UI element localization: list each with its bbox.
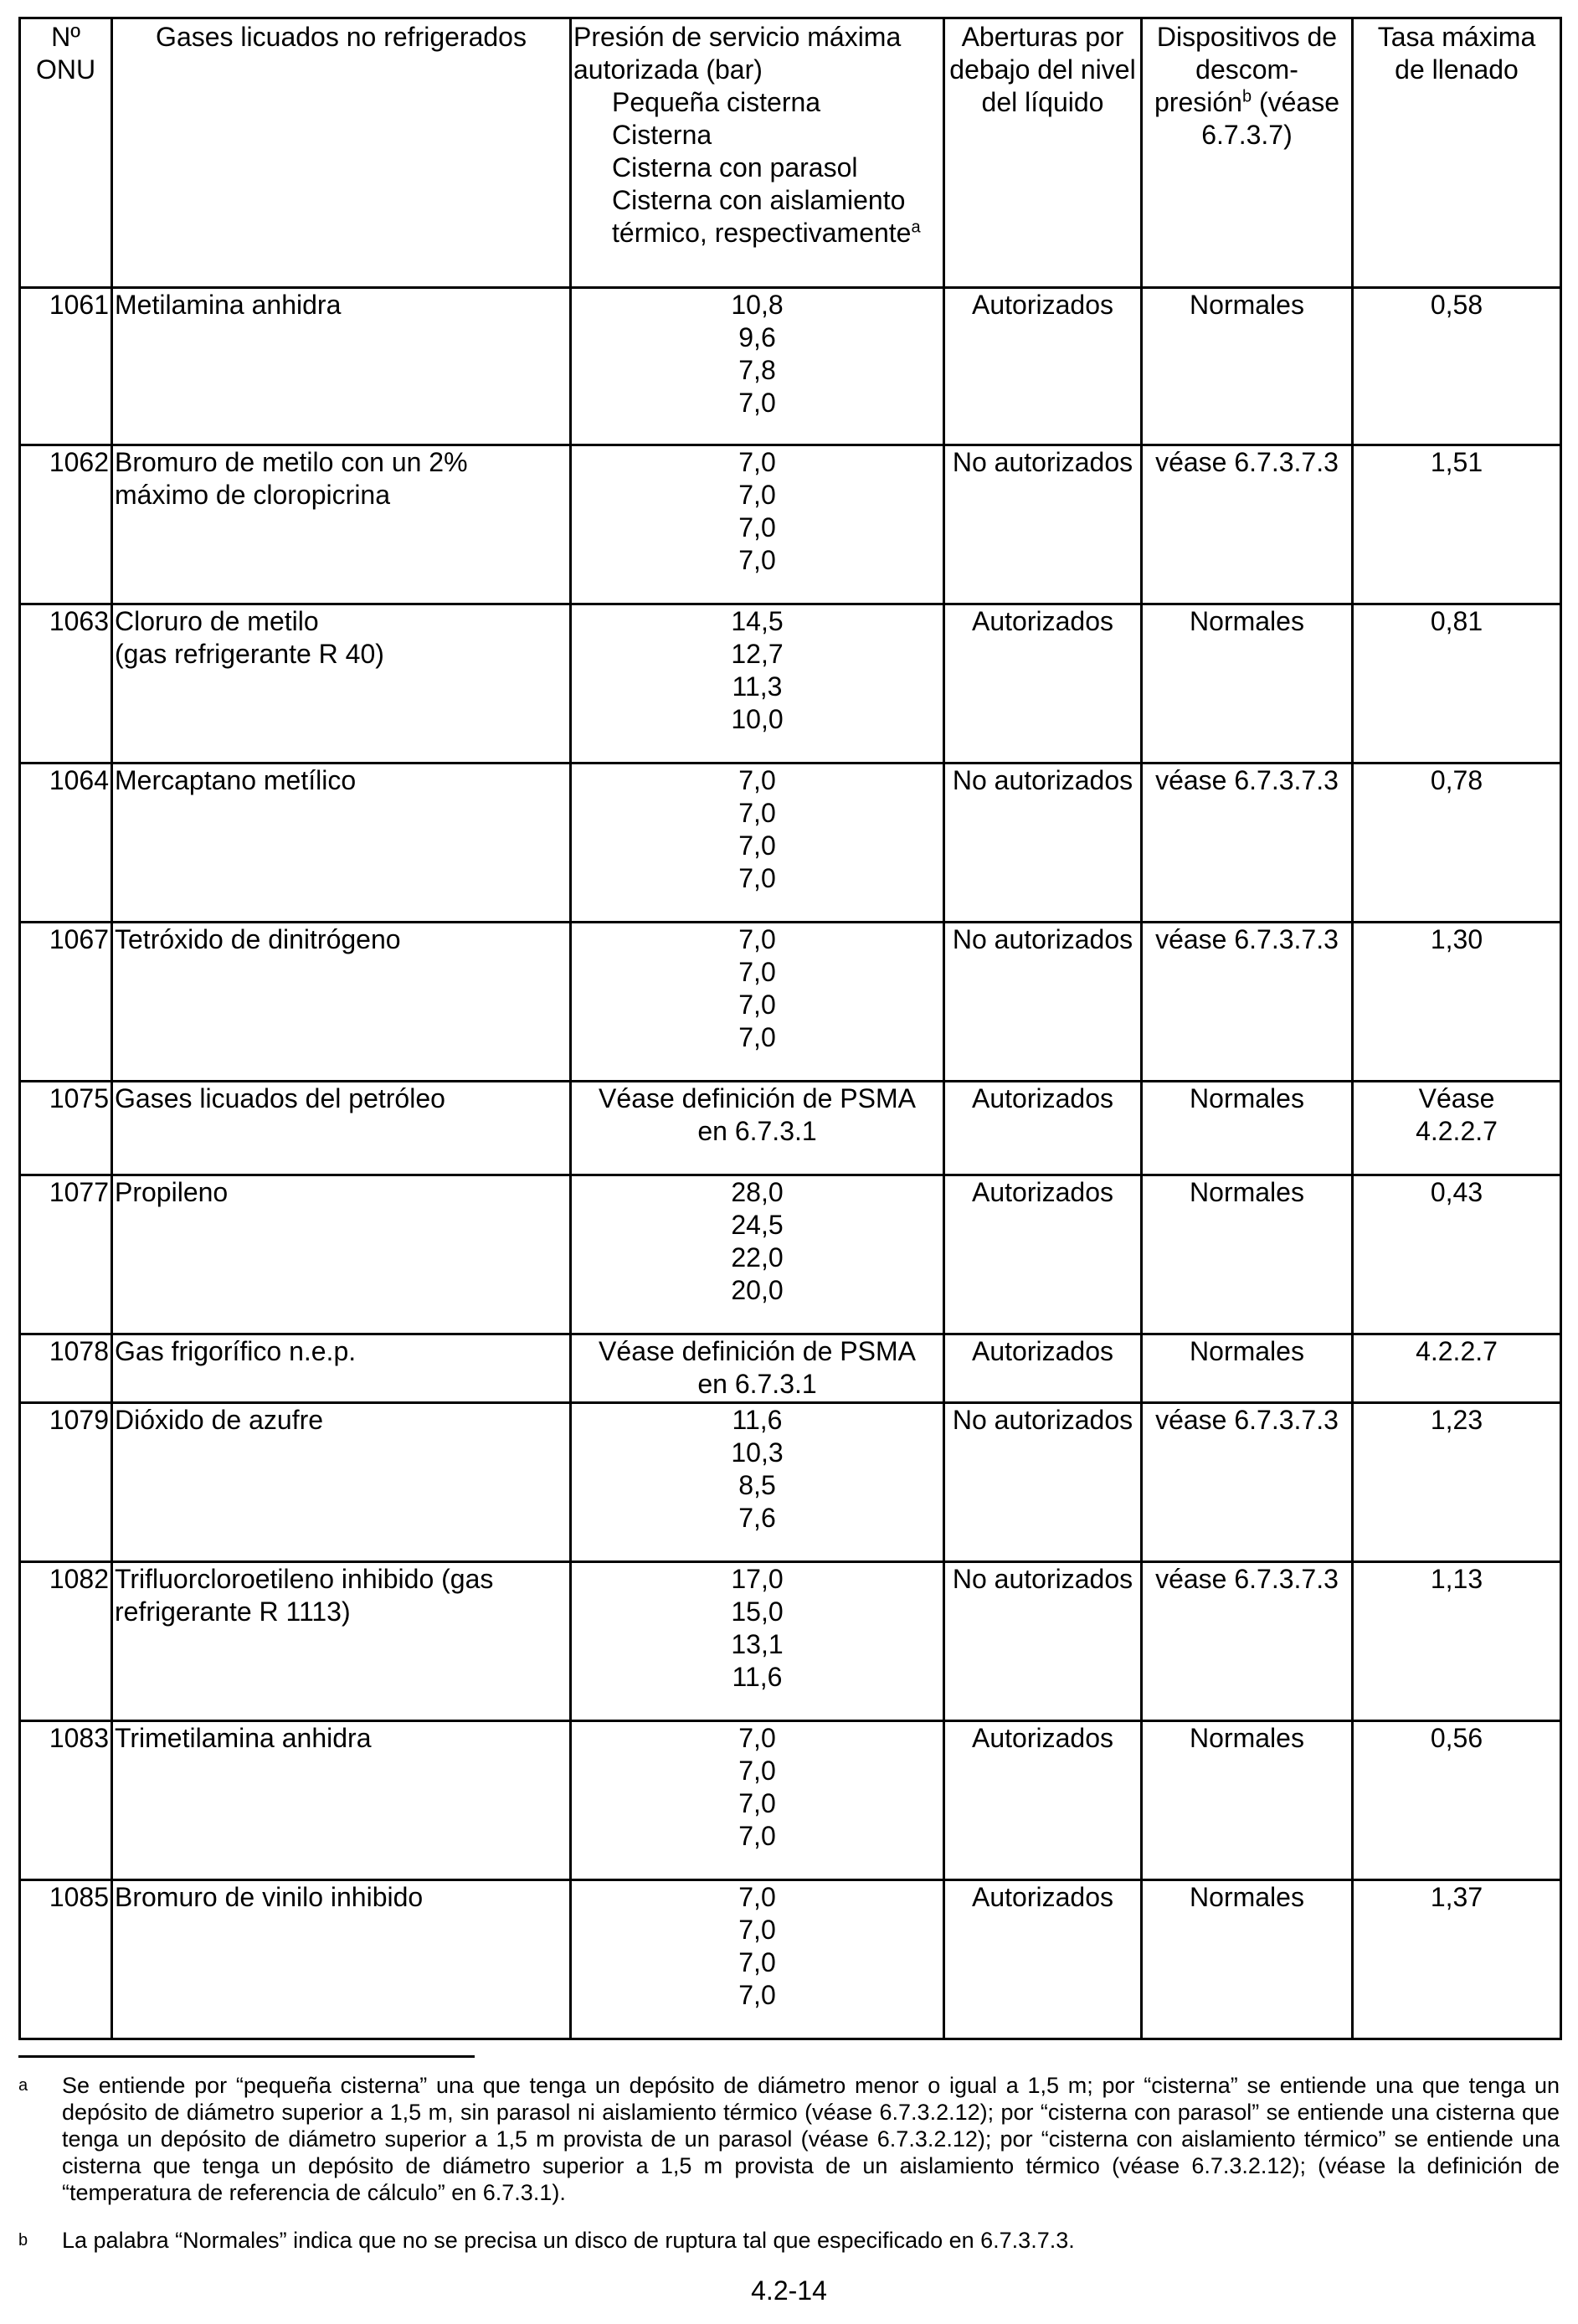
header-relief-devices bbox=[1142, 18, 1353, 288]
fill-ratio-cell: 0,43 bbox=[1353, 1175, 1561, 1334]
openings-cell: Autorizados bbox=[944, 1082, 1142, 1175]
gas-name-cell: Propileno bbox=[112, 1175, 571, 1334]
gas-name-cell: Tetróxido de dinitrógeno bbox=[112, 923, 571, 1082]
relief-device-cell: véase 6.7.3.7.3 bbox=[1142, 923, 1353, 1082]
un-no-cell: 1067 bbox=[20, 923, 112, 1082]
pressure-cell: 14,5 12,7 11,3 10,0 bbox=[571, 604, 944, 764]
pressure-cell: 7,0 7,0 7,0 7,0 bbox=[571, 1721, 944, 1880]
openings-cell: No autorizados bbox=[944, 1562, 1142, 1721]
table-row bbox=[20, 1175, 1561, 1334]
gas-name-cell: Bromuro de metilo con un 2% máximo de cloropicrina bbox=[112, 445, 571, 604]
header-pressure-insulated-text: Cisterna con aislamiento térmico, respectivamente bbox=[612, 185, 912, 248]
footnote-ref-b: b bbox=[1241, 87, 1252, 106]
openings-cell: No autorizados bbox=[944, 445, 1142, 604]
gas-name-cell: Trimetilamina anhidra bbox=[112, 1721, 571, 1880]
footnote-separator bbox=[18, 2055, 475, 2058]
footnote-text: La palabra “Normales” indica que no se precisa un disco de ruptura tal que especificado en 6.7.3.7.3. bbox=[62, 2228, 1075, 2253]
relief-device-cell: Normales bbox=[1142, 1082, 1353, 1175]
openings-cell: Autorizados bbox=[944, 1880, 1142, 2039]
openings-cell: Autorizados bbox=[944, 1721, 1142, 1880]
fill-ratio-cell: 0,81 bbox=[1353, 604, 1561, 764]
table-row bbox=[20, 288, 1561, 445]
footnote-mark: a bbox=[18, 2076, 28, 2095]
fill-ratio-cell: 0,78 bbox=[1353, 764, 1561, 923]
gas-name-cell: Gas frigorífico n.e.p. bbox=[112, 1334, 571, 1403]
un-no-cell: 1061 bbox=[20, 288, 112, 445]
relief-device-cell: véase 6.7.3.7.3 bbox=[1142, 764, 1353, 923]
table-row bbox=[20, 445, 1561, 604]
header-openings: Aberturas por debajo del nivel del líquido bbox=[944, 18, 1142, 288]
openings-cell: Autorizados bbox=[944, 604, 1142, 764]
fill-ratio-cell: 0,58 bbox=[1353, 288, 1561, 445]
openings-cell: Autorizados bbox=[944, 288, 1142, 445]
fill-ratio-cell: Véase 4.2.2.7 bbox=[1353, 1082, 1561, 1175]
pressure-cell: 10,8 9,6 7,8 7,0 bbox=[571, 288, 944, 445]
page-number: 4.2-14 bbox=[751, 2275, 827, 2306]
gas-name-cell: Cloruro de metilo (gas refrigerante R 40) bbox=[112, 604, 571, 764]
footnote-a bbox=[18, 2072, 1560, 2206]
fill-ratio-cell: 1,30 bbox=[1353, 923, 1561, 1082]
pressure-cell: 7,0 7,0 7,0 7,0 bbox=[571, 1880, 944, 2039]
pressure-cell: 17,0 15,0 13,1 11,6 bbox=[571, 1562, 944, 1721]
pressure-cell: 28,0 24,5 22,0 20,0 bbox=[571, 1175, 944, 1334]
un-no-cell: 1078 bbox=[20, 1334, 112, 1403]
gas-name-cell: Dióxido de azufre bbox=[112, 1403, 571, 1562]
relief-device-cell: Normales bbox=[1142, 1175, 1353, 1334]
un-no-cell: 1075 bbox=[20, 1082, 112, 1175]
fill-ratio-cell: 1,37 bbox=[1353, 1880, 1561, 2039]
un-no-cell: 1064 bbox=[20, 764, 112, 923]
gas-name-cell: Bromuro de vinilo inhibido bbox=[112, 1880, 571, 2039]
gas-name-cell: Trifluorcloroetileno inhibido (gas refrigerante R 1113) bbox=[112, 1562, 571, 1721]
header-gas-name: Gases licuados no refrigerados bbox=[112, 18, 571, 288]
relief-device-cell: Normales bbox=[1142, 288, 1353, 445]
pressure-cell: Véase definición de PSMA en 6.7.3.1 bbox=[571, 1334, 944, 1403]
un-no-cell: 1082 bbox=[20, 1562, 112, 1721]
pressure-cell: 7,0 7,0 7,0 7,0 bbox=[571, 923, 944, 1082]
table-row bbox=[20, 923, 1561, 1082]
table-row bbox=[20, 1562, 1561, 1721]
relief-device-cell: véase 6.7.3.7.3 bbox=[1142, 1562, 1353, 1721]
pressure-cell: 11,6 10,3 8,5 7,6 bbox=[571, 1403, 944, 1562]
fill-ratio-cell: 0,56 bbox=[1353, 1721, 1561, 1880]
pressure-cell: 7,0 7,0 7,0 7,0 bbox=[571, 445, 944, 604]
un-no-cell: 1085 bbox=[20, 1880, 112, 2039]
relief-device-cell: Normales bbox=[1142, 1880, 1353, 2039]
table-row bbox=[20, 604, 1561, 764]
un-no-cell: 1079 bbox=[20, 1403, 112, 1562]
footnote-mark: b bbox=[18, 2231, 28, 2249]
openings-cell: No autorizados bbox=[944, 764, 1142, 923]
openings-cell: No autorizados bbox=[944, 923, 1142, 1082]
openings-cell: Autorizados bbox=[944, 1175, 1142, 1334]
header-fill-ratio: Tasa máxima de llenado bbox=[1353, 18, 1561, 288]
header-relief-pre: Dispositivos de descom- presión bbox=[1154, 22, 1338, 117]
fill-ratio-cell: 1,13 bbox=[1353, 1562, 1561, 1721]
relief-device-cell: véase 6.7.3.7.3 bbox=[1142, 445, 1353, 604]
un-no-cell: 1063 bbox=[20, 604, 112, 764]
header-pressure bbox=[571, 18, 944, 288]
header-pressure-sunshade-tank: Cisterna con parasol bbox=[612, 152, 858, 183]
un-no-cell: 1083 bbox=[20, 1721, 112, 1880]
relief-device-cell: Normales bbox=[1142, 604, 1353, 764]
relief-device-cell: véase 6.7.3.7.3 bbox=[1142, 1403, 1353, 1562]
relief-device-cell: Normales bbox=[1142, 1721, 1353, 1880]
header-pressure-title: Presión de servicio máxima autorizada (bar) bbox=[573, 22, 902, 85]
un-no-cell: 1062 bbox=[20, 445, 112, 604]
footnote-text: Se entiende por “pequeña cisterna” una que tenga un depósito de diámetro menor o igual a 1,5 m; por “cisterna” se entiende una que tenga un depósito de diámetro superior a 1,5 m, sin parasol ni aislamiento térmico (véase 6.7.3.2.12); por “cisterna con parasol” se entiende una cisterna que tenga un depósito de diámetro superior a 1,5 m provista de un parasol (véase 6.7.3.2.12); por “cisterna con aislamiento térmico” se entiende una cisterna que tenga un depósito de diámetro superior a 1,5 m provista de un aislamiento térmico (véase 6.7.3.2.12); (véase la definición de “temperatura de referencia de cálculo” en 6.7.3.1). bbox=[62, 2073, 1560, 2205]
fill-ratio-cell: 1,51 bbox=[1353, 445, 1561, 604]
header-pressure-insulated-tank bbox=[573, 184, 941, 249]
pressure-cell: 7,0 7,0 7,0 7,0 bbox=[571, 764, 944, 923]
openings-cell: Autorizados bbox=[944, 1334, 1142, 1403]
header-un-no: Nº ONU bbox=[20, 18, 112, 288]
gas-name-cell: Metilamina anhidra bbox=[112, 288, 571, 445]
table-row bbox=[20, 1403, 1561, 1562]
relief-device-cell: Normales bbox=[1142, 1334, 1353, 1403]
table-row bbox=[20, 1721, 1561, 1880]
pressure-cell: Véase definición de PSMA en 6.7.3.1 bbox=[571, 1082, 944, 1175]
footnote-b bbox=[18, 2227, 1560, 2255]
table-row bbox=[20, 764, 1561, 923]
header-pressure-small-tank: Pequeña cisterna bbox=[612, 87, 821, 117]
table-row bbox=[20, 1880, 1561, 2039]
table-header-row bbox=[20, 18, 1561, 288]
fill-ratio-cell: 4.2.2.7 bbox=[1353, 1334, 1561, 1403]
footnote-ref-a: a bbox=[911, 218, 921, 237]
un-no-cell: 1077 bbox=[20, 1175, 112, 1334]
table-row bbox=[20, 1334, 1561, 1403]
openings-cell: No autorizados bbox=[944, 1403, 1142, 1562]
gas-name-cell: Mercaptano metílico bbox=[112, 764, 571, 923]
header-relief-post: (véase 6.7.3.7) bbox=[1201, 87, 1339, 150]
gas-name-cell: Gases licuados del petróleo bbox=[112, 1082, 571, 1175]
gas-table bbox=[18, 17, 1562, 2040]
table-row bbox=[20, 1082, 1561, 1175]
header-pressure-tank: Cisterna bbox=[612, 120, 712, 150]
fill-ratio-cell: 1,23 bbox=[1353, 1403, 1561, 1562]
